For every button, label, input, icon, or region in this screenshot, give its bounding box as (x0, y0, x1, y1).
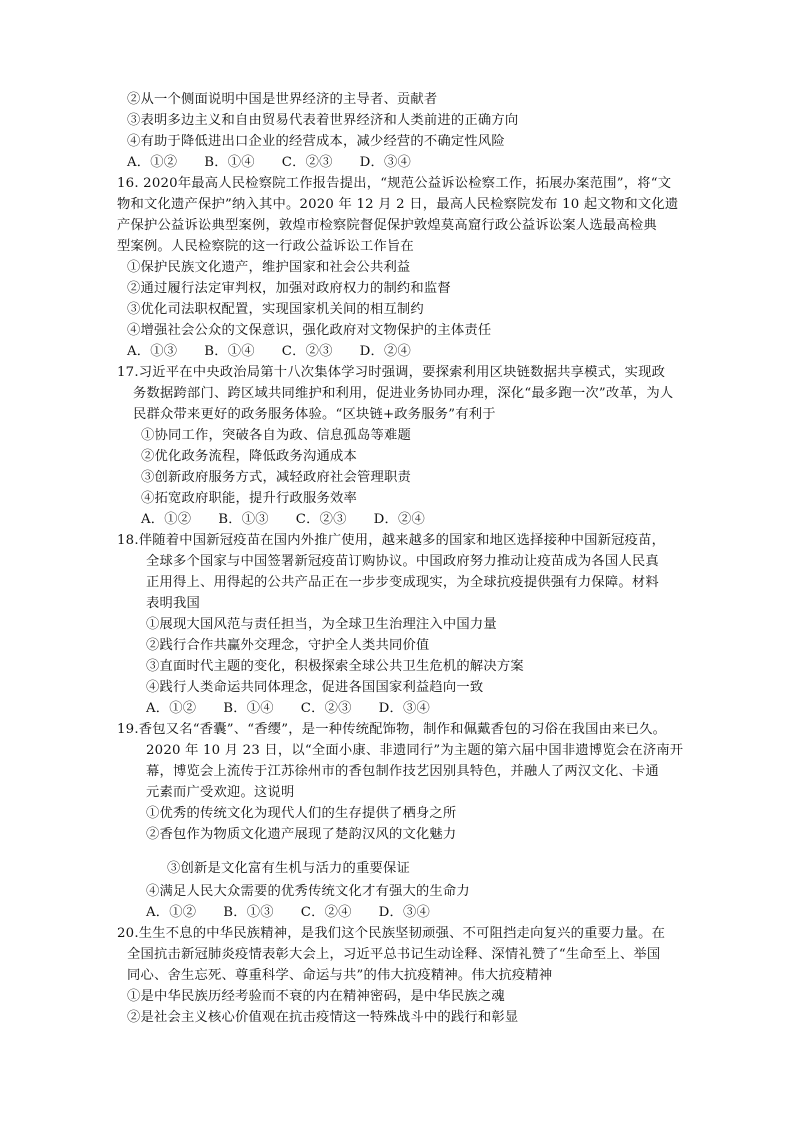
option-line: ②践行合作共赢外交理念，守护全人类共同价值 (146, 638, 430, 653)
question-16-text: 16. 2020年最高人民检察院工作报告提出，“规范公益诉讼检察工作，拓展办案范围”，将“文 (117, 176, 672, 191)
question-19-text: 幕，博览会上流传于江苏徐州市的香包制作技艺因别具特色，并融人了两汉文化、卡通 (146, 764, 659, 779)
option-line: ①保护民族文化遗产，维护国家和社会公共利益 (127, 260, 411, 275)
option-line: ③表明多边主义和自由贸易代表着世界经济和人类前进的正确方向 (127, 113, 519, 128)
answer-choices: A．①③ B．①④ C．②③ D．②④ (127, 344, 411, 359)
question-18-text: 18.伴随着中国新冠疫苗在国内外推广使用，越来越多的国家和地区选择接种中国新冠疫苗， (117, 533, 666, 548)
question-17-text: 民群众带来更好的政务服务体验。“区块链+政务服务”有利于 (133, 407, 496, 422)
option-line: ④践行人类命运共同体理念，促进各国国家利益趋向一致 (146, 680, 484, 695)
question-19-text: 19.香包又名“香囊”、“香缨”，是一种传统配饰物，制作和佩戴香包的习俗在我国由来已久。 (117, 722, 667, 737)
option-line: ②从一个侧面说明中国是世界经济的主导者、贡献者 (127, 92, 438, 107)
question-18-text: 正用得上、用得起的公共产品正在一步步变成现实，为全球抗疫提供强有力保障。材料 (146, 575, 659, 590)
option-line: ④有助于降低进出口企业的经营成本，减少经营的不确定性风险 (127, 134, 505, 149)
answer-choices: A．①② B．①③ C．②④ D．③④ (146, 905, 430, 920)
option-line: ①协同工作，突破各自为政、信息孤岛等难题 (141, 428, 411, 443)
option-line: ②通过履行法定审判权，加强对政府权力的制约和监督 (127, 281, 451, 296)
answer-choices: A．①② B．①④ C．②③ D．③④ (127, 155, 411, 170)
question-20-text: 同心、舍生忘死、尊重科学、命运与共”的伟大抗疫精神。伟大抗疫精神 (127, 968, 553, 983)
option-line: ④满足人民大众需要的优秀传统文化才有强大的生命力 (146, 884, 470, 899)
option-line: ①优秀的传统文化为现代人们的生存提供了栖身之所 (146, 806, 457, 821)
option-line: ②优化政务流程，降低政务沟通成本 (141, 449, 357, 464)
question-19-text: 元素而广受欢迎。这说明 (146, 785, 295, 800)
question-16-text: 型案例。人民检察院的这一行政公益诉讼工作旨在 (117, 239, 414, 254)
question-17-text: 17.习近平在中央政治局第十八次集体学习时强调，要探索利用区块链数据共享模式，实现政 (117, 365, 666, 380)
option-line: ①是中华民族历经考验而不衰的内在精神密码，是中华民族之魂 (127, 989, 505, 1004)
option-line: ③优化司法职权配置，实现国家机关间的相互制约 (127, 302, 424, 317)
question-16-text: 物和文化遗产保护”纳入其中。2020 年 12 月 2 日，最高人民检察院发布 10 起文物和文化遗 (117, 197, 679, 212)
option-line: ②香包作为物质文化遗产展现了楚韵汉风的文化魅力 (146, 827, 457, 842)
question-20-text: 全国抗击新冠肺炎疫情表彰大会上，习近平总书记生动诠释、深情礼赞了“生命至上、举国 (127, 947, 661, 962)
question-18-text: 表明我国 (146, 596, 200, 611)
option-line: ④拓宽政府职能，提升行政服务效率 (141, 491, 357, 506)
question-20-text: 20.生生不息的中华民族精神，是我们这个民族坚韧顽强、不可阻挡走向复兴的重要力量。在 (117, 926, 666, 941)
option-line: ④增强社会公众的文保意识，强化政府对文物保护的主体责任 (127, 323, 492, 338)
option-line: ①展现大国风范与责任担当，为全球卫生治理注入中国力量 (146, 617, 497, 632)
option-line: ③创新是文化富有生机与活力的重要保证 (167, 861, 410, 876)
question-16-text: 产保护公益诉讼典型案例，敦煌市检察院督促保护敦煌莫高窟行政公益诉讼案人选最高检典 (117, 218, 657, 233)
answer-choices: A．①② B．①③ C．②③ D．②④ (141, 512, 425, 527)
question-17-text: 务数据跨部门、跨区域共同维护和利用，促进业务协同办理，深化“最多跑一次”改革，为人 (133, 386, 674, 401)
question-18-text: 全球多个国家与中国签署新冠疫苗订购协议。中国政府努力推动让疫苗成为各国人民真 (146, 554, 659, 569)
option-line: ②是社会主义核心价值观在抗击疫情这一特殊战斗中的践行和彰显 (127, 1010, 519, 1025)
option-line: ③创新政府服务方式，减轻政府社会管理职责 (141, 470, 411, 485)
question-19-text: 2020 年 10 月 23 日，以“全面小康、非遗同行”为主题的第六届中国非遗博览会在济南开 (146, 743, 684, 758)
option-line: ③直面时代主题的变化，积极探索全球公共卫生危机的解决方案 (146, 659, 524, 674)
answer-choices: A．①② B．①④ C．②③ D．③④ (146, 701, 430, 716)
